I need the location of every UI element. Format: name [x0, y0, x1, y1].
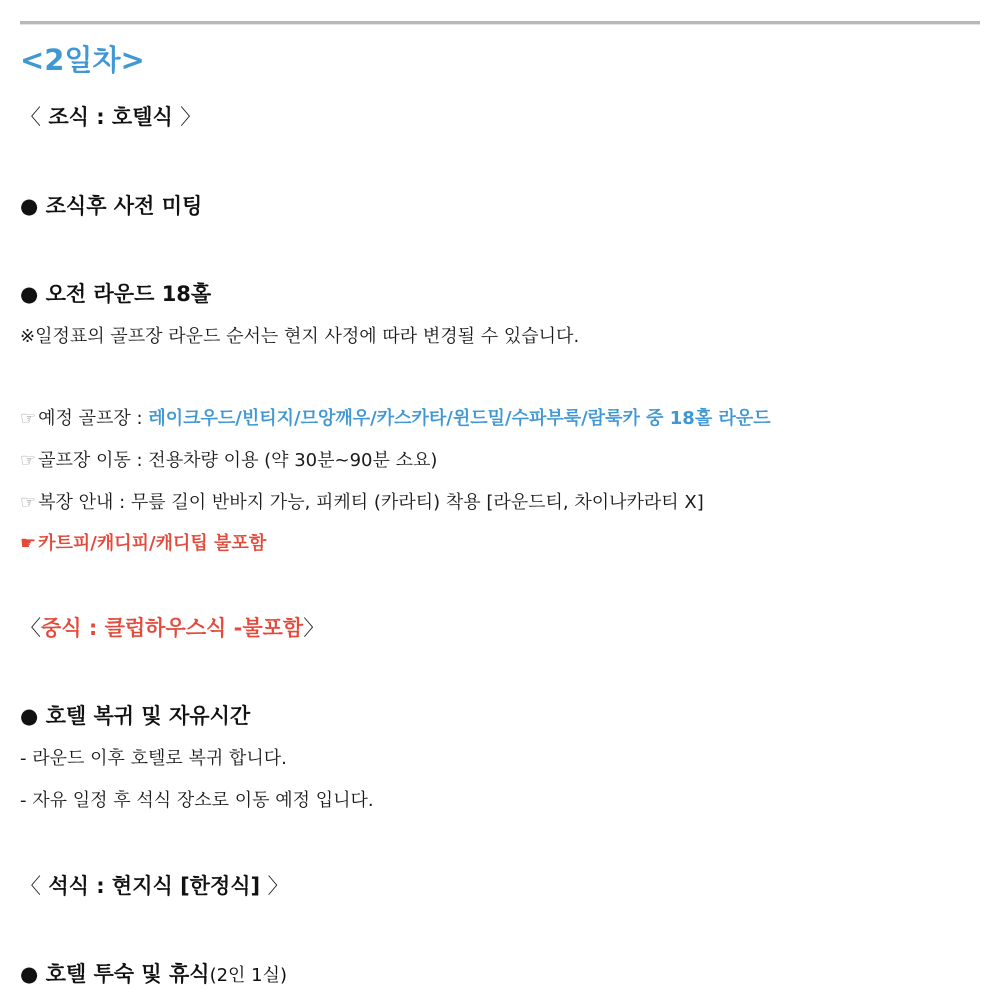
morning-round-heading [20, 278, 211, 308]
pointing-hand-icon: ☛ [20, 533, 37, 554]
lunch-open-bracket: 〈 [20, 616, 41, 640]
course-info-value: 레이크우드/빈티지/므앙깨우/카스카타/윈드밀/수파부룩/람룩카 중 18홀 라운드 [148, 408, 771, 429]
round-order-note: ※일정표의 골프장 라운드 순서는 현지 사정에 따라 변경될 수 있습니다. [20, 326, 580, 347]
breakfast-close-bracket: 〉 [180, 105, 202, 129]
hotel-return-line-2: - 자유 일정 후 석식 장소로 이동 예정 입니다. [20, 790, 374, 811]
course-info-label: 예정 골프장 : [38, 408, 149, 429]
breakfast-open-bracket: 〈 [20, 105, 41, 129]
hotel-stay-heading [20, 958, 287, 988]
fee-notice-text: 카트피/캐디피/캐디팁 불포함 [38, 533, 267, 554]
breakfast-line [20, 101, 201, 131]
transfer-info-line [20, 446, 437, 472]
dinner-label: 석식 : 현지식 [한정식] [48, 874, 261, 898]
hotel-stay-text: 호텔 투숙 및 휴식 [45, 962, 210, 986]
transfer-info-text: 골프장 이동 : 전용차량 이용 (약 30분~90분 소요) [38, 450, 438, 471]
fee-notice-line [20, 529, 266, 555]
pointing-hand-icon: ☞ [20, 492, 37, 513]
meeting-text: 조식후 사전 미팅 [45, 194, 203, 218]
bullet-icon: ● [20, 194, 39, 218]
hotel-return-line-1: - 라운드 이후 호텔로 복귀 합니다. [20, 748, 287, 769]
meeting-heading [20, 190, 202, 220]
dinner-line [20, 870, 288, 900]
pointing-hand-icon: ☞ [20, 450, 37, 471]
lunch-label: 중식 : 클럽하우스식 -불포함 [41, 616, 304, 640]
lunch-close-bracket: 〉 [303, 616, 325, 640]
morning-round-text: 오전 라운드 18홀 [45, 282, 212, 306]
bullet-icon: ● [20, 704, 39, 728]
dress-info-text: 복장 안내 : 무릎 길이 반바지 가능, 피케티 (카라티) 착용 [라운드티, 차이나카라티 X] [38, 492, 704, 513]
hotel-return-text: 호텔 복귀 및 자유시간 [45, 704, 251, 728]
lunch-line [20, 612, 324, 642]
bullet-icon: ● [20, 282, 39, 306]
dress-info-line [20, 488, 704, 514]
breakfast-label: 조식 : 호텔식 [48, 105, 173, 129]
room-occupancy-note: (2인 1실) [209, 965, 288, 986]
dinner-open-bracket: 〈 [20, 874, 41, 898]
hotel-return-heading [20, 700, 250, 730]
day-title: <2일차> [20, 43, 145, 77]
bullet-icon: ● [20, 962, 39, 986]
dinner-close-bracket: 〉 [267, 874, 289, 898]
top-divider [20, 21, 980, 25]
course-info-line [20, 404, 771, 430]
pointing-hand-icon: ☞ [20, 408, 37, 429]
